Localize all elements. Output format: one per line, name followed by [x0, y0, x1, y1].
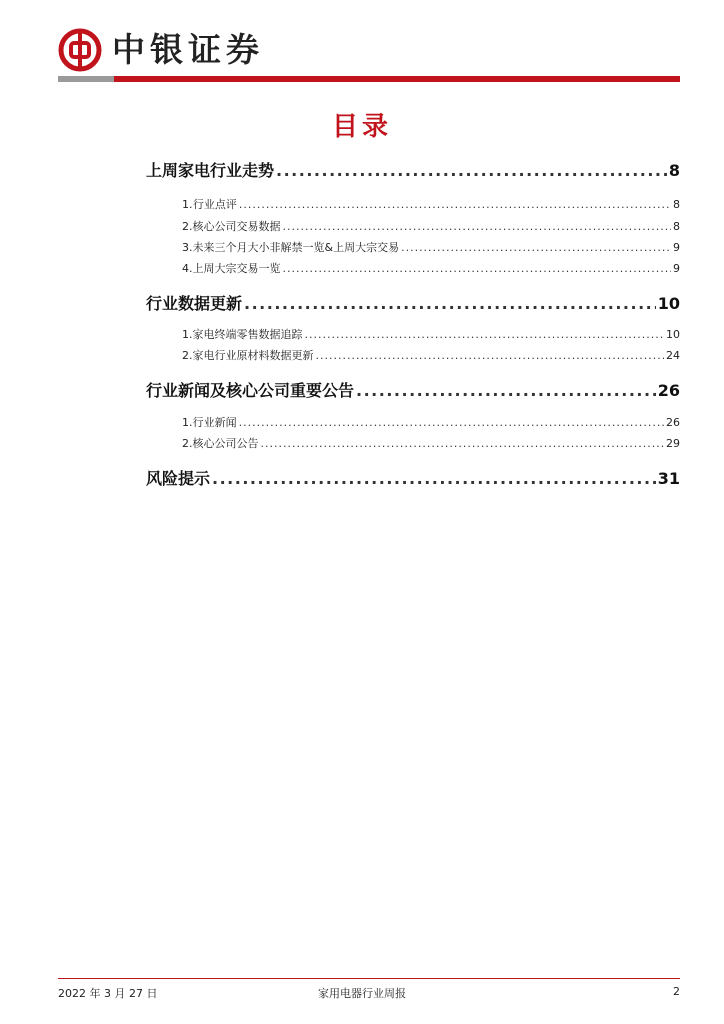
- toc-item[interactable]: [146, 239, 680, 255]
- dot-leader: [212, 469, 656, 488]
- toc-item-number: 1.: [182, 198, 193, 211]
- toc-item-label: 家电终端零售数据追踪: [192, 328, 303, 341]
- toc-item-label: 核心公司交易数据: [192, 220, 281, 233]
- toc-item-label: 行业点评: [192, 198, 237, 211]
- toc-section-page: 8: [668, 161, 680, 180]
- toc-section[interactable]: [146, 466, 680, 489]
- toc-item-label: 未来三个月大小非解禁一览&上周大宗交易: [192, 241, 400, 254]
- dot-leader: [305, 328, 665, 341]
- toc-title: 目录: [331, 112, 392, 142]
- toc-section-label: 风险提示: [146, 469, 211, 488]
- toc-item[interactable]: [146, 414, 680, 430]
- toc-section[interactable]: [146, 291, 680, 314]
- toc-item-label: 核心公司公告: [192, 437, 259, 450]
- footer-date: 2022 年 3 月 27 日: [58, 987, 158, 1000]
- toc-section[interactable]: [146, 158, 680, 181]
- toc-item[interactable]: [146, 218, 680, 234]
- dot-leader: [316, 349, 665, 362]
- toc-item-page: 10: [666, 328, 680, 341]
- toc-item[interactable]: [146, 196, 680, 212]
- toc-item-page: 26: [666, 416, 680, 429]
- toc-item[interactable]: [146, 435, 680, 451]
- toc-item[interactable]: [146, 260, 680, 276]
- toc-item-number: 1.: [182, 328, 193, 341]
- dot-leader: [283, 262, 672, 275]
- dot-leader: [276, 161, 667, 180]
- footer-page-number: 2: [673, 985, 680, 998]
- toc-item-page: 8: [673, 198, 680, 211]
- toc-section-label: 上周家电行业走势: [146, 161, 275, 180]
- toc-item-page: 9: [673, 241, 680, 254]
- footer-report-title: 家用电器行业周报: [318, 987, 406, 1000]
- toc-item-number: 3.: [182, 241, 193, 254]
- toc-section-page: 31: [657, 469, 680, 488]
- dot-leader: [356, 381, 656, 400]
- dot-leader: [261, 437, 665, 450]
- toc-item-page: 8: [673, 220, 680, 233]
- toc-item-number: 2.: [182, 220, 193, 233]
- toc-item-label: 家电行业原材料数据更新: [192, 349, 314, 362]
- toc-item-page: 24: [666, 349, 680, 362]
- toc-section-label: 行业新闻及核心公司重要公告: [146, 381, 355, 400]
- toc-item-label: 上周大宗交易一览: [192, 262, 281, 275]
- header-logo: [58, 28, 264, 72]
- dot-leader: [244, 294, 656, 313]
- toc-section-label: 行业数据更新: [146, 294, 243, 313]
- brand-name: 中银证券: [112, 30, 264, 69]
- toc-item-label: 行业新闻: [192, 416, 237, 429]
- header-rule-red: [114, 76, 680, 82]
- toc-item-page: 9: [673, 262, 680, 275]
- toc-item[interactable]: [146, 326, 680, 342]
- toc-section-page: 26: [657, 381, 680, 400]
- toc-section[interactable]: [146, 378, 680, 401]
- dot-leader: [283, 220, 672, 233]
- toc-item[interactable]: [146, 347, 680, 363]
- toc-item-number: 4.: [182, 262, 193, 275]
- dot-leader: [239, 416, 664, 429]
- dot-leader: [239, 198, 671, 211]
- header-rule-grey: [58, 76, 114, 82]
- footer-rule: [58, 978, 680, 979]
- dot-leader: [401, 241, 671, 254]
- bank-of-china-logo-icon: [58, 28, 102, 72]
- toc-item-number: 1.: [182, 416, 193, 429]
- toc-item-number: 2.: [182, 349, 193, 362]
- toc-section-page: 10: [657, 294, 680, 313]
- toc-item-number: 2.: [182, 437, 193, 450]
- toc-item-page: 29: [666, 437, 680, 450]
